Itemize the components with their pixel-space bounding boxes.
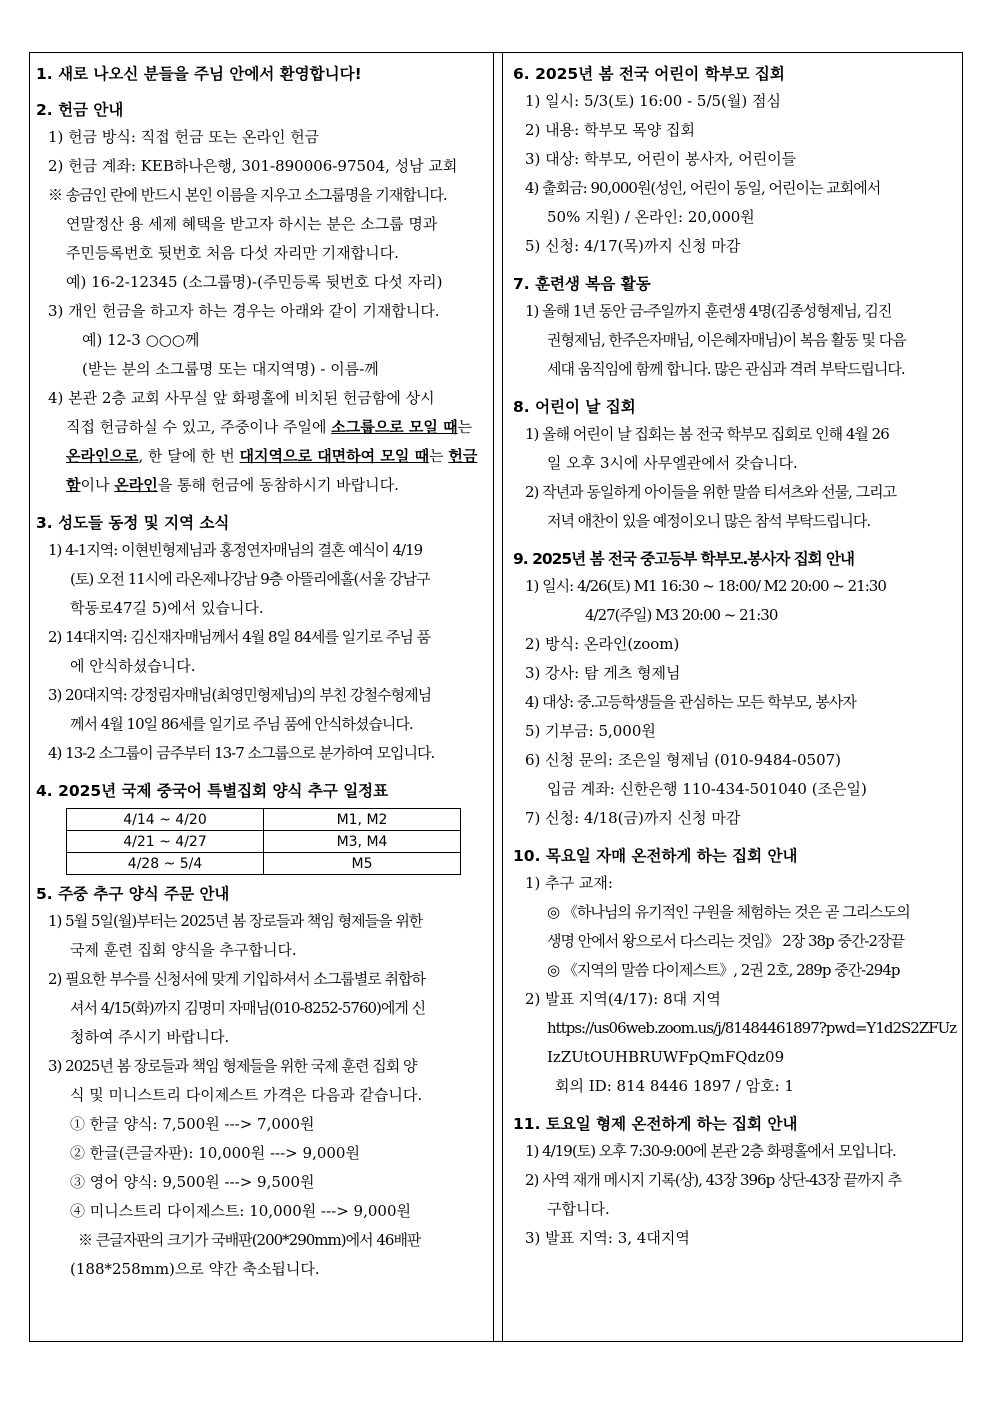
table-cell-dates: 4/21 ~ 4/27 — [67, 831, 264, 853]
text-run: 직접 헌금하실 수 있고, 주중이나 주일에 — [66, 418, 332, 436]
youth-item: 1) 일시: 4/26(토) M1 16:30 ~ 18:00/ M2 20:00 ~ 21:30 — [525, 577, 886, 595]
size-note: ※ 큰글자판의 크기가 국배판(200*290mm)에서 46배판 — [78, 1231, 421, 1249]
thursday-material-line: 생명 안에서 왕으로서 다스리는 것임》 2장 38p 중간-2장끝 — [547, 932, 905, 950]
text-run: 이나 — [80, 476, 115, 494]
price-item: ② 한글(큰글자판): 10,000원 ---> 9,000원 — [70, 1144, 360, 1162]
personal-offering-format: (받는 분의 소그룹명 또는 대지역명) - 이름-께 — [82, 360, 379, 378]
childrens-day-line: 일 오후 3시에 사무엘관에서 갖습니다. — [547, 454, 798, 472]
size-note-line: (188*258mm)으로 약간 축소됩니다. — [70, 1260, 320, 1278]
left-column — [30, 53, 493, 1341]
order-item-line: 셔서 4/15(화)까지 김명미 자매님(010-8252-5760)에게 신 — [70, 999, 426, 1017]
news-item: 2) 14대지역: 김신재자매님께서 4월 8일 84세를 일기로 주님 품 — [48, 628, 431, 646]
column-divider-left — [493, 53, 494, 1341]
youth-item: 5) 기부금: 5,000원 — [525, 722, 656, 740]
table-cell-sessions: M1, M2 — [264, 809, 461, 831]
news-item: 4) 13-2 소그룹이 금주부터 13-7 소그룹으로 분가하여 모입니다. — [48, 744, 435, 762]
youth-item: 7) 신청: 4/18(금)까지 신청 마감 — [525, 809, 741, 827]
saturday-item: 1) 4/19(토) 오후 7:30-9:00에 본관 2층 화평홀에서 모입니다. — [525, 1142, 896, 1160]
section-10-title: 10. 목요일 자매 온전하게 하는 집회 안내 — [513, 847, 798, 865]
section-4-title: 4. 2025년 국제 중국어 특별집회 양식 추구 일정표 — [36, 782, 389, 800]
text-run: 는 — [429, 447, 449, 465]
emphasis-text: 헌금 — [448, 447, 478, 465]
offering-note-line: 연말정산 용 세제 혜택을 받고자 하시는 분은 소그룹 명과 — [66, 215, 438, 233]
news-item-line: 께서 4월 10일 86세를 일기로 주님 품에 안식하셨습니다. — [70, 715, 413, 733]
section-2-title: 2. 헌금 안내 — [36, 101, 124, 119]
price-item: ③ 영어 양식: 9,500원 ---> 9,500원 — [70, 1173, 315, 1191]
order-item-line: 청하여 주시기 바랍니다. — [70, 1028, 230, 1046]
emphasis-text: 온라인으로 — [66, 447, 139, 465]
emphasis-text: 함 — [66, 476, 81, 494]
section-11-title: 11. 토요일 형제 온전하게 하는 집회 안내 — [513, 1115, 798, 1133]
section-9-title: 9. 2025년 봄 전국 중고등부 학부모.봉사자 집회 안내 — [513, 550, 854, 568]
section-1-title: 1. 새로 나오신 분들을 주님 안에서 환영합니다! — [36, 65, 362, 83]
trainee-item-line: 세대 움직임에 함께 합니다. 많은 관심과 격려 부탁드립니다. — [547, 360, 905, 378]
offering-box-info: 4) 본관 2층 교회 사무실 앞 화평홀에 비치된 헌금함에 상시 — [48, 389, 435, 407]
schedule-table — [66, 808, 461, 875]
table-cell-dates: 4/14 ~ 4/20 — [67, 809, 264, 831]
youth-item-line: 4/27(주일) M3 20:00 ~ 21:30 — [585, 606, 778, 624]
childrens-day-line: 저녁 애찬이 있을 예정이오니 많은 참석 부탁드립니다. — [547, 512, 871, 530]
childrens-day-item: 2) 작년과 동일하게 아이들을 위한 말씀 티셔츠와 선물, 그리고 — [525, 483, 897, 501]
bulletin-page — [29, 52, 963, 1342]
section-5-title: 5. 주중 추구 양식 주문 안내 — [36, 885, 230, 903]
thursday-material: ◎ 《하나님의 유기적인 구원을 체험하는 것은 곧 그리스도의 — [547, 903, 910, 921]
offering-note: ※ 송금인 란에 반드시 본인 이름을 지우고 소그룹명을 기재합니다. — [48, 186, 447, 204]
meeting-id: 회의 ID: 814 8446 1897 / 암호: 1 — [555, 1077, 794, 1095]
news-item-line: 학동로47길 5)에서 있습니다. — [70, 599, 264, 617]
offering-note-example: 예) 16-2-12345 (소그룹명)-(주민등록 뒷번호 다섯 자리) — [66, 273, 443, 291]
order-item-line: 식 및 미니스트리 다이제스트 가격은 다음과 같습니다. — [70, 1086, 423, 1104]
section-3-title: 3. 성도들 동정 및 지역 소식 — [36, 514, 230, 532]
thursday-item: 2) 발표 지역(4/17): 8대 지역 — [525, 990, 721, 1008]
order-item: 2) 필요한 부수를 신청서에 맞게 기입하셔서 소그룹별로 취합하 — [48, 970, 426, 988]
price-item: ④ 미니스트리 다이제스트: 10,000원 ---> 9,000원 — [70, 1202, 411, 1220]
offering-box-line — [36, 413, 487, 442]
event-item-line: 50% 지원) / 온라인: 20,000원 — [547, 208, 755, 226]
text-run: , 한 달에 한 번 — [138, 447, 240, 465]
offering-method: 1) 헌금 방식: 직접 헌금 또는 온라인 헌금 — [48, 128, 320, 146]
table-cell-dates: 4/28 ~ 5/4 — [67, 853, 264, 875]
table-row — [67, 809, 461, 831]
order-item: 1) 5월 5일(월)부터는 2025년 봄 장로들과 책임 형제들을 위한 — [48, 912, 423, 930]
emphasis-text: 소그룹으로 모일 때 — [331, 418, 458, 436]
order-item-line: 국제 훈련 집회 양식을 추구합니다. — [70, 941, 297, 959]
event-item: 4) 출회금: 90,000원(성인, 어린이 동일, 어린이는 교회에서 — [525, 179, 881, 197]
trainee-item: 1) 올해 1년 동안 금-주일까지 훈련생 4명(김종성형제님, 김진 — [525, 302, 892, 320]
personal-offering: 3) 개인 헌금을 하고자 하는 경우는 아래와 같이 기재합니다. — [48, 302, 440, 320]
thursday-item: 1) 추구 교재: — [525, 874, 613, 892]
section-6-title: 6. 2025년 봄 전국 어린이 학부모 집회 — [513, 65, 785, 83]
news-item: 1) 4-1지역: 이현빈형제님과 홍정연자매님의 결혼 예식이 4/19 — [48, 541, 423, 559]
saturday-item-line: 구합니다. — [547, 1200, 610, 1218]
news-item: 3) 20대지역: 강정림자매님(최영민형제님)의 부친 강철수형제님 — [48, 686, 432, 704]
youth-item: 3) 강사: 탐 게츠 형제님 — [525, 664, 681, 682]
saturday-item: 3) 발표 지역: 3, 4대지역 — [525, 1229, 690, 1247]
offering-account: 2) 헌금 계좌: KEB하나은행, 301-890006-97504, 성남 교회 — [48, 157, 458, 175]
order-item: 3) 2025년 봄 장로들과 책임 형제들을 위한 국제 훈련 집회 양 — [48, 1057, 417, 1075]
event-item: 3) 대상: 학부모, 어린이 봉사자, 어린이들 — [525, 150, 797, 168]
youth-item: 2) 방식: 온라인(zoom) — [525, 635, 680, 653]
trainee-item-line: 권형제님, 한주은자매님, 이은혜자매님)이 복음 활동 및 다음 — [547, 331, 906, 349]
table-row — [67, 831, 461, 853]
table-row — [67, 853, 461, 875]
table-cell-sessions: M3, M4 — [264, 831, 461, 853]
emphasis-text: 대지역으로 대면하여 모일 때 — [239, 447, 430, 465]
youth-item-line: 입금 계좌: 신한은행 110-434-501040 (조은일) — [547, 780, 867, 798]
price-item: ① 한글 양식: 7,500원 ---> 7,000원 — [70, 1115, 315, 1133]
table-cell-sessions: M5 — [264, 853, 461, 875]
offering-note-line: 주민등록번호 뒷번호 처음 다섯 자리만 기재합니다. — [66, 244, 399, 262]
personal-offering-example: 예) 12-3 ○○○께 — [82, 331, 200, 349]
offering-box-line — [36, 442, 487, 471]
zoom-link[interactable]: https://us06web.zoom.us/j/81484461897?pwd=Y1d2S2ZFUz — [547, 1019, 957, 1037]
event-item: 5) 신청: 4/17(목)까지 신청 마감 — [525, 237, 741, 255]
news-item-line: 에 안식하셨습니다. — [70, 657, 196, 675]
event-item: 2) 내용: 학부모 목양 집회 — [525, 121, 695, 139]
youth-item: 6) 신청 문의: 조은일 형제님 (010-9484-0507) — [525, 751, 842, 769]
saturday-item: 2) 사역 재개 메시지 기록(상), 43장 396p 상단-43장 끝까지 추 — [525, 1171, 902, 1189]
zoom-link-line[interactable]: IzZUtOUHBRUWFpQmFQdz09 — [547, 1048, 785, 1066]
childrens-day-item: 1) 올해 어린이 날 집회는 봄 전국 학부모 집회로 인해 4월 26 — [525, 425, 889, 443]
youth-item: 4) 대상: 중.고등학생들을 관심하는 모든 학부모, 봉사자 — [525, 693, 856, 711]
text-run: 을 통해 헌금에 동참하시기 바랍니다. — [157, 476, 399, 494]
section-8-title: 8. 어린이 날 집회 — [513, 398, 636, 416]
news-item-line: (토) 오전 11시에 라온제나강남 9층 아뜰리에홀(서울 강남구 — [70, 570, 430, 588]
thursday-material: ◎ 《지역의 말씀 다이제스트》, 2권 2호, 289p 중간-294p — [547, 961, 900, 979]
emphasis-text: 온라인 — [114, 476, 158, 494]
section-7-title: 7. 훈련생 복음 활동 — [513, 275, 651, 293]
text-run: 는 — [457, 418, 473, 436]
offering-box-line — [36, 471, 487, 500]
event-item: 1) 일시: 5/3(토) 16:00 - 5/5(월) 점심 — [525, 92, 781, 110]
right-column — [503, 53, 962, 1341]
